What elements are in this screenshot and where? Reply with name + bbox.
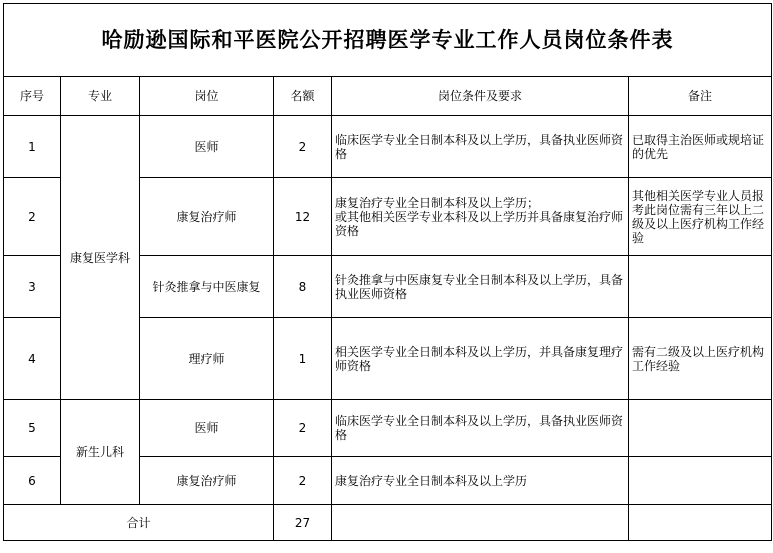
row-position: 康复治疗师 (140, 178, 274, 256)
header-quota: 名额 (274, 77, 332, 116)
table-title: 哈励逊国际和平医院公开招聘医学专业工作人员岗位条件表 (4, 4, 772, 77)
row-seq: 2 (4, 178, 61, 256)
row-seq: 1 (4, 116, 61, 178)
header-notes: 备注 (629, 77, 772, 116)
major-rehab: 康复医学科 (61, 116, 140, 400)
row-position: 理疗师 (140, 318, 274, 400)
header-position: 岗位 (140, 77, 274, 116)
requirements-line: 康复治疗专业全日制本科及以上学历； (335, 195, 540, 210)
row-seq: 3 (4, 256, 61, 318)
row-requirements: 针灸推拿与中医康复专业全日制本科及以上学历，具备执业医师资格 (332, 256, 629, 318)
row-quota: 8 (274, 256, 332, 318)
row-quota: 1 (274, 318, 332, 400)
header-major: 专业 (61, 77, 140, 116)
row-seq: 5 (4, 400, 61, 457)
row-seq: 4 (4, 318, 61, 400)
row-quota: 12 (274, 178, 332, 256)
row-requirements: 临床医学专业全日制本科及以上学历，具备执业医师资格 (332, 400, 629, 457)
row-requirements: 相关医学专业全日制本科及以上学历，并具备康复理疗师资格 (332, 318, 629, 400)
row-notes (629, 400, 772, 457)
row-notes (629, 457, 772, 505)
requirements-line: 或其他相关医学专业本科及以上学历并具备康复治疗师资格 (335, 209, 624, 238)
row-position: 针灸推拿与中医康复 (140, 256, 274, 318)
total-notes-empty (629, 505, 772, 541)
row-notes: 需有二级及以上医疗机构工作经验 (629, 318, 772, 400)
row-requirements: 临床医学专业全日制本科及以上学历，具备执业医师资格 (332, 116, 629, 178)
row-position: 医师 (140, 116, 274, 178)
row-position: 康复治疗师 (140, 457, 274, 505)
row-notes (629, 256, 772, 318)
total-row (4, 505, 772, 541)
row-notes: 其他相关医学专业人员报考此岗位需有三年以上二级及以上医疗机构工作经验 (629, 178, 772, 256)
row-seq: 6 (4, 457, 61, 505)
total-quota: 27 (274, 505, 332, 541)
header-row (4, 77, 772, 116)
recruitment-table (3, 3, 772, 541)
total-requirements-empty (332, 505, 629, 541)
table-row (4, 116, 772, 178)
header-seq: 序号 (4, 77, 61, 116)
row-quota: 2 (274, 400, 332, 457)
major-neonatal: 新生儿科 (61, 400, 140, 505)
row-requirements: 康复治疗专业全日制本科及以上学历 (332, 457, 629, 505)
total-label: 合计 (4, 505, 274, 541)
header-requirements: 岗位条件及要求 (332, 77, 629, 116)
row-quota: 2 (274, 457, 332, 505)
table-row (4, 400, 772, 457)
row-requirements (332, 178, 629, 256)
row-position: 医师 (140, 400, 274, 457)
row-quota: 2 (274, 116, 332, 178)
row-notes: 已取得主治医师或规培证的优先 (629, 116, 772, 178)
